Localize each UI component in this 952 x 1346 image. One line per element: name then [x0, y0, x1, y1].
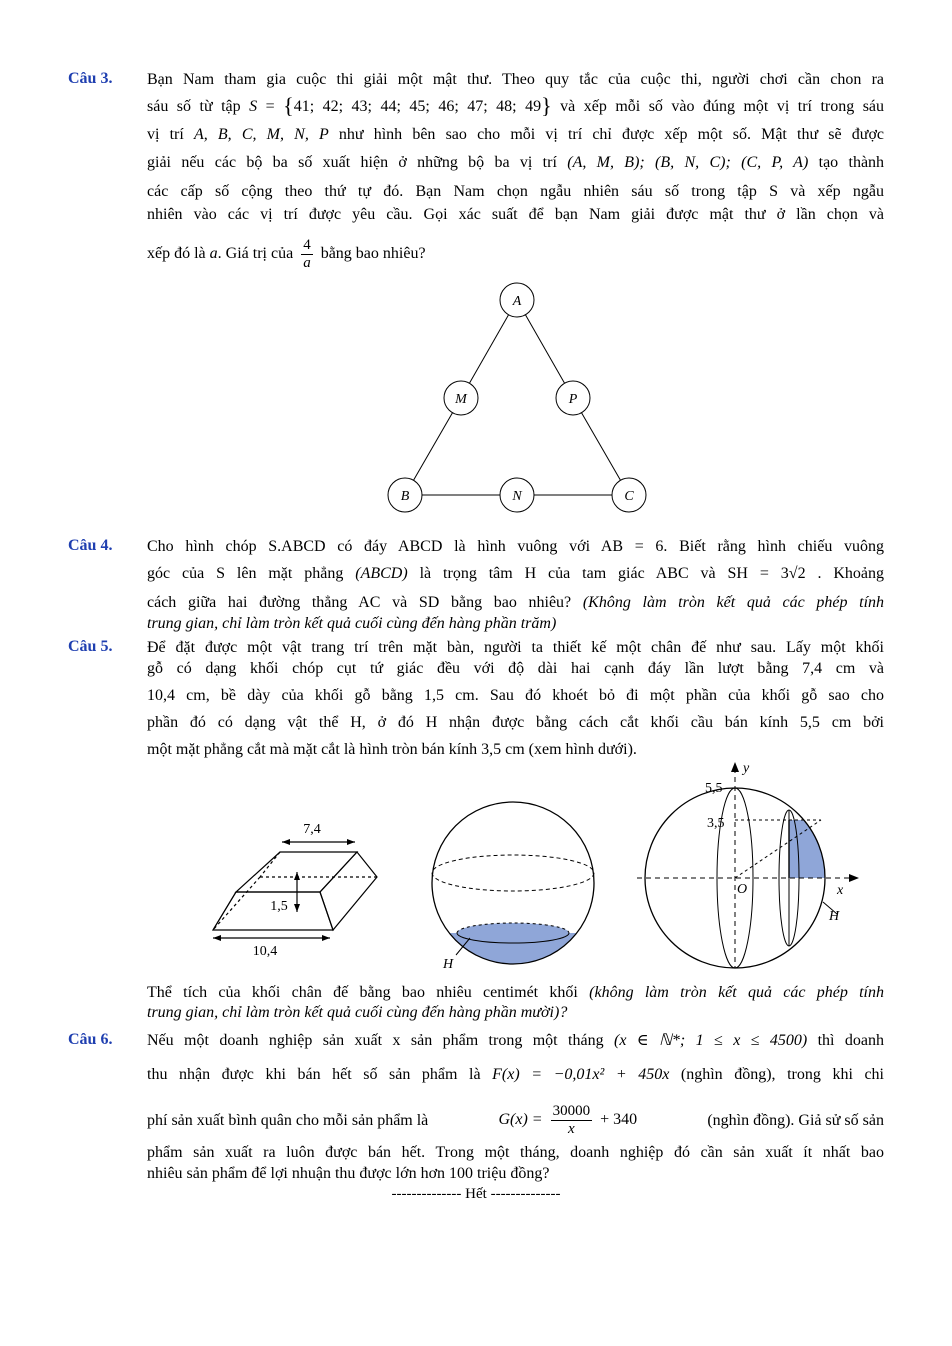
revenue-expression: F(x) = −0,01x² + 450x — [492, 1066, 670, 1083]
q3-line-7: xếp đó là a. Giá trị của $\frac{4}{a}$ bằng bao nhiêu? — [147, 237, 426, 271]
q5-line-6: Thể tích của khối chân đế bằng bao nhiêu centimét khối (không làm tròn kết quả các phép tính — [147, 984, 885, 1001]
sphere-cap-figure — [420, 790, 610, 980]
q4-line-4: trung gian, chỉ làm tròn kết quả cuối cùng đến hàng phần trăm) — [147, 615, 557, 632]
node-c-label: C — [624, 489, 634, 504]
node-n-label: N — [512, 489, 522, 504]
bottom-edge-label: 10,4 — [252, 944, 278, 959]
radius-55-label: 5,5 — [705, 781, 723, 796]
set-name: S — [249, 98, 258, 115]
domain-expression: (x ∈ ℕ*; 1 ≤ x ≤ 4500) — [613, 1032, 808, 1049]
question-6-label: Câu 6. — [68, 1031, 113, 1048]
q3-line-5: các cấp số cộng theo thứ tự đó. Bạn Nam chọn ngẫu nhiên sáu số trong tập S và xếp ngẫu — [147, 183, 884, 200]
question-3-label: Câu 3. — [68, 70, 113, 87]
top-edge-label: 7,4 — [303, 822, 321, 837]
q6-line-1: Nếu một doanh nghiệp sản xuất x sản phẩm trong một tháng (x ∈ ℕ*; 1 ≤ x ≤ 4500) thì doanh — [147, 1032, 885, 1049]
q5-line-5: một mặt phẳng cắt mà mặt cắt là hình tròn bán kính 3,5 cm (xem hình dưới). — [147, 741, 637, 758]
cross-section-figure — [625, 752, 865, 982]
section-h-label: H — [829, 909, 840, 924]
origin-label: O — [737, 882, 748, 897]
q6-line-3: phí sản xuất bình quân cho mỗi sản phẩm là G(x) = $\frac{30000}{x}$ + 340 (nghìn đồng). Giả sử số sản — [147, 1103, 884, 1137]
y-axis-label: y — [743, 761, 750, 776]
q3-line-6: nhiên vào các vị trí được yêu cầu. Gọi xác suất để bạn Nam giải được mật thư ở lần chọn và — [147, 206, 884, 223]
triangle-diagram — [380, 280, 660, 520]
q6-line-4: phẩm sản xuất ra luôn được bán hết. Trong một tháng, doanh nghiệp đó cần sản xuất ít nhất bao — [147, 1144, 884, 1161]
node-m-label: M — [455, 392, 467, 407]
cost-expression: G(x) = $\frac{30000}{x}$ + 340 — [498, 1103, 638, 1137]
cap-h-label: H — [443, 957, 454, 972]
q5-line-7: trung gian, chỉ làm tròn kết quả cuối cùng đến hàng phần mười)? — [147, 1004, 568, 1021]
q3-line-4: giải nếu các bộ ba số xuất hiện ở những bộ ba vị trí (A, M, B); (B, N, C); (C, P, A) tạo thành — [147, 154, 885, 171]
positions: A, B, C, M, N, P — [193, 126, 329, 143]
height-label: 1,5 — [270, 899, 288, 914]
fraction-4-over-a: $\frac{4}{a}$ — [303, 237, 311, 271]
question-5-label: Câu 5. — [68, 638, 113, 655]
q6-line-2: thu nhận được khi bán hết số sản phẩm là F(x) = −0,01x² + 450x (nghìn đồng), trong khi chi — [147, 1066, 885, 1083]
frustum-figure — [200, 815, 390, 965]
triples: (A, M, B); (B, N, C); (C, P, A) — [567, 154, 809, 171]
q5-line-2: gỗ có dạng khối chóp cụt tứ giác đều với độ dài hai cạnh đáy lần lượt bằng 7,4 cm và — [147, 660, 884, 677]
q5-line-1: Để đặt được một vật trang trí trên mặt bàn, người ta thiết kế một chân đế như sau. Lấy một khối — [147, 639, 884, 656]
x-axis-label: x — [837, 883, 844, 898]
q3-line-2: sáu số từ tập S = {41; 42; 43; 44; 45; 46; 47; 48; 49} và xếp mỗi số vào đúng một vị trí trong sáu — [147, 93, 885, 118]
q6-line-5: nhiêu sản phẩm để lợi nhuận thu được lớn hơn 100 triệu đồng? — [147, 1165, 550, 1182]
q4-line-1: Cho hình chóp S.ABCD có đáy ABCD là hình vuông với AB = 6. Biết rằng hình chiếu vuông — [147, 538, 884, 555]
question-4-label: Câu 4. — [68, 537, 113, 554]
q5-line-3: 10,4 cm, bề dày của khối gỗ bằng 1,5 cm. Sau đó khoét bỏ đi một phần của khối gỗ sao cho — [147, 687, 884, 704]
node-p-label: P — [568, 392, 578, 407]
q3-line-3: vị trí A, B, C, M, N, P như hình bên sao cho mỗi vị trí chỉ được xếp một số. Mật thư sẽ được — [147, 126, 885, 143]
q4-line-3: cách giữa hai đường thẳng AC và SD bằng bao nhiêu? (Không làm tròn kết quả các phép tính — [147, 594, 885, 611]
set-values: 41; 42; 43; 44; 45; 46; 47; 48; 49 — [293, 98, 542, 115]
q5-line-4: phần đó có dạng vật thể H, ở đó H nhận được bằng cách cắt khối cầu bán kính 5,5 cm bởi — [147, 714, 884, 731]
q3-line-1: Bạn Nam tham gia cuộc thi giải một mật thư. Theo quy tắc của cuộc thi, người chơi cần chon ra — [147, 71, 884, 88]
q4-line-2: góc của S lên mặt phẳng (ABCD) là trọng tâm H của tam giác ABC và SH = 3√2 . Khoảng — [147, 565, 885, 582]
radius-35-label: 3,5 — [707, 816, 725, 831]
node-a-label: A — [512, 294, 522, 309]
end-marker: -------------- Hết -------------- — [391, 1186, 561, 1202]
node-b-label: B — [400, 489, 410, 504]
